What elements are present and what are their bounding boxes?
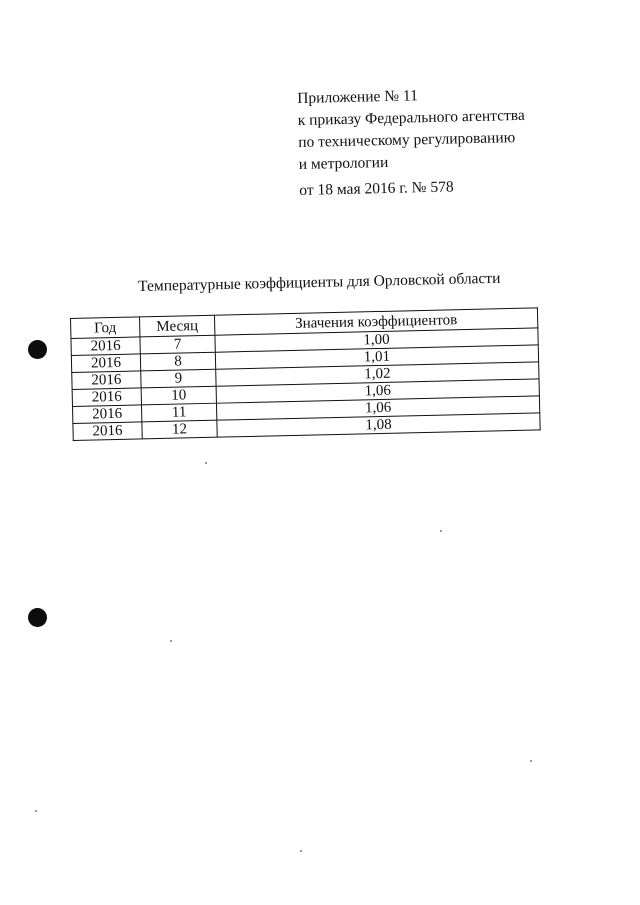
cell-month: 8 bbox=[140, 352, 215, 371]
scan-speck bbox=[35, 810, 37, 812]
scan-speck bbox=[170, 640, 172, 642]
annex-order-ref: к приказу Федерального агентства bbox=[297, 106, 525, 129]
annex-agency-line: по техническому регулированию bbox=[298, 129, 516, 151]
coefficients-table-wrapper bbox=[70, 307, 541, 441]
header-value: Значения коэффициентов bbox=[214, 308, 537, 335]
cell-year: 2016 bbox=[73, 422, 142, 441]
cell-value: 1,02 bbox=[216, 362, 539, 386]
document-title: Температурные коэффициенты для Орловской области bbox=[138, 269, 501, 295]
header-month: Месяц bbox=[139, 315, 214, 337]
coefficients-table bbox=[70, 307, 541, 441]
cell-month: 12 bbox=[142, 420, 217, 439]
cell-month: 7 bbox=[140, 335, 215, 354]
annex-number: Приложение № 11 bbox=[297, 87, 419, 107]
binder-hole bbox=[28, 608, 47, 627]
annex-agency-line-2: и метрологии bbox=[298, 153, 389, 173]
header-year: Год bbox=[71, 317, 140, 339]
scan-speck bbox=[440, 530, 442, 532]
cell-value: 1,00 bbox=[215, 328, 538, 352]
scan-speck bbox=[300, 850, 302, 852]
annex-date: от 18 мая 2016 г. № 578 bbox=[299, 178, 454, 199]
cell-year: 2016 bbox=[71, 337, 140, 356]
annex-header bbox=[297, 81, 600, 202]
binder-hole bbox=[28, 340, 47, 359]
cell-year: 2016 bbox=[72, 388, 141, 407]
cell-value: 1,01 bbox=[215, 345, 538, 369]
cell-month: 11 bbox=[141, 403, 216, 422]
scan-speck bbox=[205, 462, 207, 464]
cell-value: 1,06 bbox=[216, 379, 539, 403]
cell-year: 2016 bbox=[71, 354, 140, 373]
cell-year: 2016 bbox=[73, 405, 142, 424]
cell-month: 10 bbox=[141, 386, 216, 405]
cell-value: 1,08 bbox=[217, 413, 540, 437]
cell-value: 1,06 bbox=[216, 396, 539, 420]
scan-speck bbox=[530, 760, 532, 762]
cell-year: 2016 bbox=[72, 371, 141, 390]
cell-month: 9 bbox=[141, 369, 216, 388]
